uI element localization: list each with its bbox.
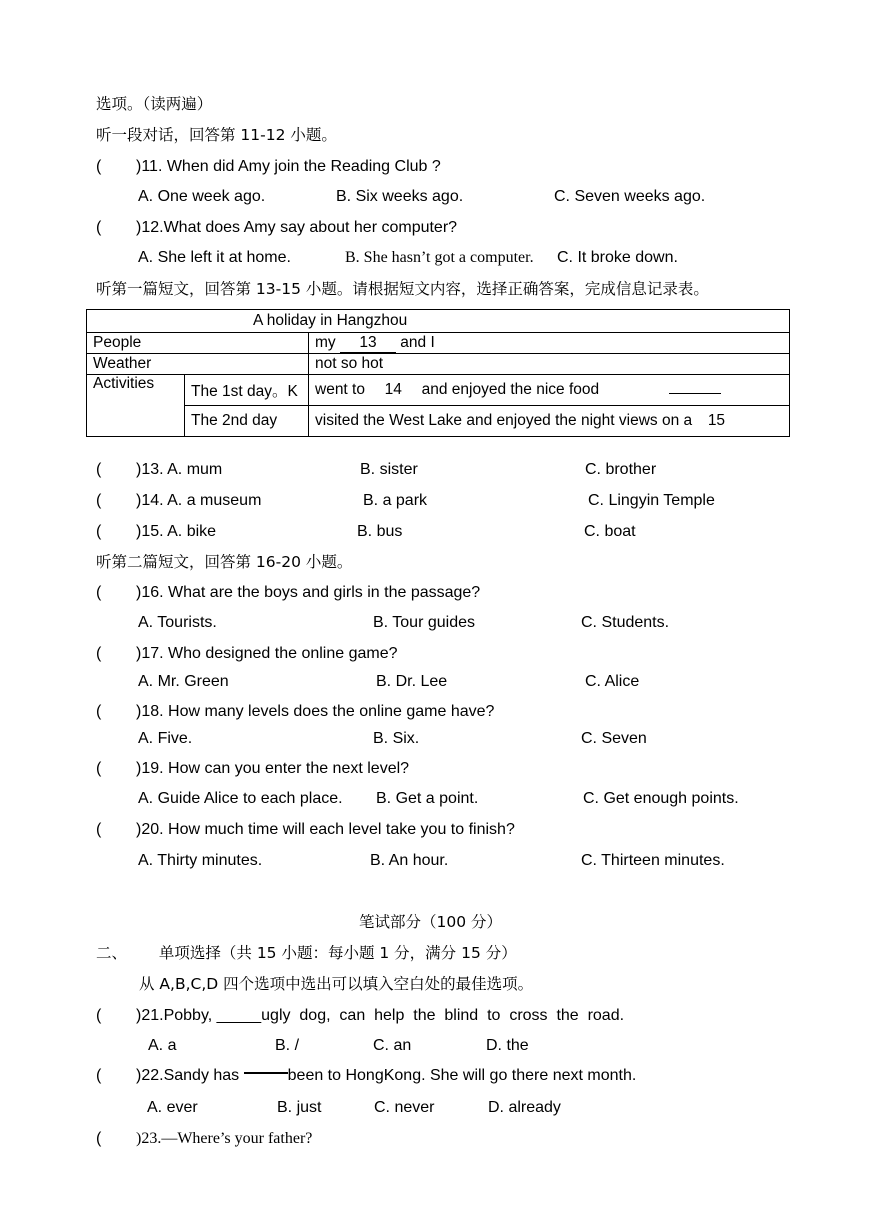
- q17-option-b: B. Dr. Lee: [376, 673, 448, 690]
- q18-option-c: C. Seven: [581, 730, 647, 747]
- question-19-text: )19. How can you enter the next level?: [136, 760, 410, 777]
- question-13-text: )13. A. mum: [136, 461, 223, 478]
- part-2-instruction: 从 A,B,C,D 四个选项中选出可以填入空白处的最佳选项。: [139, 975, 534, 993]
- question-23: [96, 1129, 312, 1149]
- question-21-blank[interactable]: _____: [216, 1007, 262, 1024]
- q20-option-c: C. Thirteen minutes.: [581, 852, 725, 869]
- day1-cell: [309, 375, 790, 406]
- question-15-text: )15. A. bike: [136, 523, 217, 540]
- question-23-text: )23.—Where’s your father?: [136, 1130, 313, 1147]
- question-11: [96, 157, 441, 177]
- section-3-intro: 听第二篇短文，回答第 16-20 小题。: [96, 553, 353, 571]
- people-tail: and I: [400, 333, 435, 351]
- record-table-title: A holiday in Hangzhou: [87, 310, 790, 333]
- people-value: my: [315, 333, 336, 351]
- question-13: [96, 460, 222, 480]
- q20-option-b: B. An hour.: [370, 852, 449, 869]
- question-22: [96, 1066, 636, 1086]
- q22-option-b: B. just: [277, 1099, 322, 1116]
- q21-option-d: D. the: [486, 1037, 529, 1054]
- part-2-number: 二、: [96, 944, 128, 962]
- question-21-text: )21.Pobby,: [136, 1007, 213, 1024]
- question-22-rest: been to HongKong. She will go there next month.: [287, 1067, 637, 1084]
- q22-option-c: C. never: [374, 1099, 435, 1116]
- q12-option-c: C. It broke down.: [557, 249, 678, 266]
- q19-option-a: A. Guide Alice to each place.: [138, 790, 343, 807]
- question-22-text: )22.Sandy has: [136, 1067, 240, 1084]
- answer-paren[interactable]: (: [96, 1130, 102, 1147]
- q14-option-c: C. Lingyin Temple: [588, 492, 715, 509]
- answer-paren[interactable]: (: [96, 1007, 102, 1024]
- q22-option-a: A. ever: [147, 1099, 198, 1116]
- q18-option-a: A. Five.: [138, 730, 193, 747]
- q11-option-b: B. Six weeks ago.: [336, 188, 464, 205]
- q17-option-c: C. Alice: [585, 673, 640, 690]
- header-line-2: 听一段对话，回答第 11-12 小题。: [96, 126, 337, 144]
- day1-label: The 1st day。K: [185, 375, 309, 406]
- question-19: [96, 759, 409, 779]
- q11-option-a: A. One week ago.: [138, 188, 266, 205]
- part-2-heading: [96, 943, 517, 963]
- q19-option-b: B. Get a point.: [376, 790, 479, 807]
- written-part-title: 笔试部分（100 分）: [359, 913, 503, 931]
- question-22-blank[interactable]: [244, 1072, 288, 1074]
- weather-label: Weather: [87, 354, 309, 375]
- question-16: [96, 583, 480, 603]
- question-11-text: )11. When did Amy join the Reading Club ?: [136, 158, 441, 175]
- q22-option-d: D. already: [488, 1099, 561, 1116]
- answer-paren[interactable]: (: [96, 523, 102, 540]
- q12-option-a: A. She left it at home.: [138, 249, 291, 266]
- q15-option-c: C. boat: [584, 523, 636, 540]
- weather-value: not so hot: [309, 354, 790, 375]
- q18-option-b: B. Six.: [373, 730, 420, 747]
- section-2-intro: 听第一篇短文，回答第 13-15 小题。请根据短文内容，选择正确答案，完成信息记录表。: [96, 280, 709, 298]
- question-14-text: )14. A. a museum: [136, 492, 262, 509]
- question-18-text: )18. How many levels does the online game have?: [136, 703, 495, 720]
- q17-option-a: A. Mr. Green: [138, 673, 229, 690]
- activities-label: Activities: [87, 375, 185, 437]
- part-2-title: 单项选择（共 15 小题：每小题 1 分，满分 15 分）: [158, 944, 517, 962]
- q16-option-b: B. Tour guides: [373, 614, 475, 631]
- q13-option-c: C. brother: [585, 461, 657, 478]
- q21-option-a: A. a: [148, 1037, 177, 1054]
- answer-paren[interactable]: (: [96, 645, 102, 662]
- answer-paren[interactable]: (: [96, 158, 102, 175]
- question-14: [96, 491, 261, 511]
- q19-option-c: C. Get enough points.: [583, 790, 739, 807]
- answer-paren[interactable]: (: [96, 760, 102, 777]
- answer-paren[interactable]: (: [96, 584, 102, 601]
- answer-paren[interactable]: (: [96, 821, 102, 838]
- blank-15[interactable]: 15: [707, 412, 726, 429]
- q16-option-c: C. Students.: [581, 614, 670, 631]
- day1-extra-blank: [669, 393, 721, 394]
- answer-paren[interactable]: (: [96, 492, 102, 509]
- q14-option-b: B. a park: [363, 492, 428, 509]
- day2-cell: [309, 406, 790, 437]
- day1-tail: and enjoyed the nice food: [421, 381, 600, 398]
- question-12-text: )12.What does Amy say about her computer?: [136, 219, 458, 236]
- day1-value: went to: [315, 381, 365, 398]
- blank-14[interactable]: 14: [384, 381, 402, 398]
- question-17: [96, 644, 398, 664]
- q20-option-a: A. Thirty minutes.: [138, 852, 263, 869]
- question-12: [96, 218, 457, 238]
- blank-13[interactable]: 13: [340, 334, 396, 353]
- q15-option-b: B. bus: [357, 523, 403, 540]
- question-21: [96, 1006, 624, 1026]
- q21-option-b: B. /: [275, 1037, 300, 1054]
- q13-option-b: B. sister: [360, 461, 418, 478]
- record-table-wrapper: [86, 309, 791, 448]
- question-15: [96, 522, 216, 542]
- people-cell: [309, 333, 790, 354]
- question-20-text: )20. How much time will each level take you to finish?: [136, 821, 515, 838]
- day2-value: visited the West Lake and enjoyed the night views on a: [315, 412, 693, 429]
- question-20: [96, 820, 515, 840]
- q16-option-a: A. Tourists.: [138, 614, 217, 631]
- answer-paren[interactable]: (: [96, 461, 102, 478]
- answer-paren[interactable]: (: [96, 1067, 102, 1084]
- question-21-rest: ugly dog, can help the blind to cross the road.: [261, 1007, 625, 1024]
- q21-option-c: C. an: [373, 1037, 412, 1054]
- question-16-text: )16. What are the boys and girls in the passage?: [136, 584, 481, 601]
- q12-option-b: B. She hasn’t got a computer.: [345, 249, 534, 266]
- q11-option-c: C. Seven weeks ago.: [554, 188, 706, 205]
- people-label: People: [87, 333, 309, 354]
- question-17-text: )17. Who designed the online game?: [136, 645, 398, 662]
- record-table: [86, 309, 790, 437]
- answer-paren[interactable]: (: [96, 219, 102, 236]
- question-18: [96, 702, 494, 722]
- answer-paren[interactable]: (: [96, 703, 102, 720]
- header-line-1: 选项。（读两遍）: [96, 95, 213, 113]
- day2-label: The 2nd day: [185, 406, 309, 437]
